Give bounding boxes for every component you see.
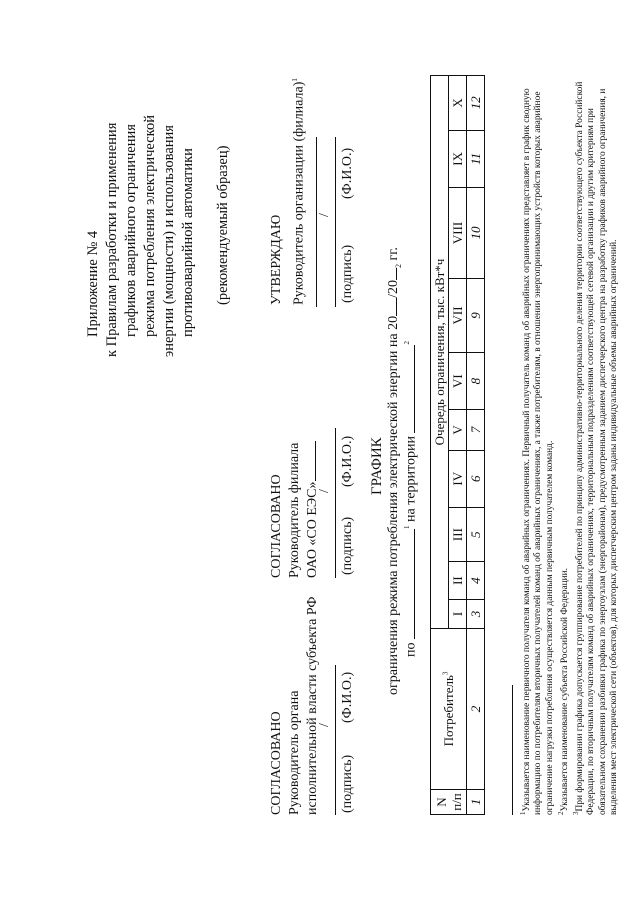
footnote-rule xyxy=(512,685,513,815)
annex-line-1: к Правилам разработки и применения xyxy=(104,122,120,357)
schedule-territory-label: на территории xyxy=(403,436,419,522)
footnote-3-text: При формировании графика допускается группирование потребителей по принципу административно-территориального деления территории соответствующего субъекта Российской Федерации, по вторичным получателям команд об аварийных ограничениях, территориальным подразделениям соответствующей сетевой организации и другим критериям при обязательном сохранении разбивки графика по энергоузлам (энергорайонам), предусмотренным заданием диспетчерского центра на разработку графиков аварийного ограничения, и выделения мест электрической сети (объектов), для которых диспетчерским центром заданы индивидуальные объемы аварийных ограничений. xyxy=(575,81,619,815)
column-number: 5 xyxy=(467,507,485,561)
col-consumer-label: Потребитель xyxy=(440,675,456,747)
footnote-2-mark: 2 xyxy=(556,811,565,815)
approval-left-name-caption: (Ф.И.О.) xyxy=(340,671,355,723)
footnote-2-text: Указывается наименование субъекта Российской Федерации. xyxy=(559,568,570,812)
schedule-by-label: по xyxy=(403,642,419,657)
col-n-header xyxy=(431,790,467,815)
column-number: 6 xyxy=(467,450,485,507)
footnote-1-mark: 1 xyxy=(519,811,527,815)
approval-left-line2: исполнительной власти субъекта РФ xyxy=(305,596,320,815)
table-numbering-row xyxy=(467,76,485,815)
territory-blank xyxy=(414,345,415,433)
queue-header: X xyxy=(449,76,467,131)
approval-left-line1: Руководитель органа xyxy=(287,690,302,815)
approval-middle-line2-blank xyxy=(315,441,316,481)
approval-right xyxy=(268,78,309,305)
annex-line-3: режима потребления электрической xyxy=(142,115,158,337)
schedule-subtitle-post: гг. xyxy=(386,247,401,261)
column-number: 10 xyxy=(467,187,485,278)
consumer-blank xyxy=(414,529,415,639)
column-number: 1 xyxy=(467,790,485,815)
schedule-subtitle-line2 xyxy=(403,341,420,657)
approval-right-sign-caption: (подпись) xyxy=(340,244,355,303)
approval-middle-sign-line xyxy=(335,428,336,578)
queue-header: IX xyxy=(449,130,467,187)
approval-middle-heading: СОГЛАСОВАНО xyxy=(269,474,284,578)
schedule-subtitle-line1 xyxy=(386,247,403,695)
approval-right-sign-line xyxy=(335,137,336,307)
approval-right-heading: УТВЕРЖДАЮ xyxy=(269,214,284,305)
queue-header: III xyxy=(449,507,467,561)
schedule-subtitle-sub: 2 xyxy=(393,264,403,269)
schedule-subtitle-text: ограничения режима потребления электрической энергии на 20 xyxy=(386,315,401,695)
annex-block xyxy=(84,115,233,357)
approval-right-name-caption: (Ф.И.О.) xyxy=(340,147,355,199)
approval-left xyxy=(268,597,322,815)
schedule-territory-sup: 2 xyxy=(403,341,411,345)
column-number: 7 xyxy=(467,410,485,450)
queue-header: I xyxy=(449,599,467,628)
approval-right-line1-rule xyxy=(316,137,317,307)
footnotes xyxy=(518,55,620,815)
approval-middle xyxy=(268,441,322,578)
annex-title: Приложение № 4 xyxy=(85,230,101,337)
approval-left-sign-line xyxy=(335,665,336,815)
queue-header: II xyxy=(449,562,467,600)
annex-line-5: противоаварийной автоматики xyxy=(180,148,196,337)
schedule-table xyxy=(430,75,485,815)
column-number: 8 xyxy=(467,352,485,409)
schedule-title: ГРАФИК xyxy=(369,437,385,495)
column-number: 11 xyxy=(467,130,485,187)
annex-note: (рекомендуемый образец) xyxy=(215,145,231,305)
footnote-3 xyxy=(571,55,620,815)
footnote-1-text: Указывается наименование первичного получателя команд об аварийных ограничениях. Первичный получатель команд об аварийных ограничениях представляет в график сводную информацию по потребителям вторичных получателей команд об аварийных ограничениях, а также потребителям, в отношении энергопринимающих устройств которых аварийное ограничение нагрузки потребления осуществляется данным первичным получателем команд. xyxy=(522,88,555,815)
col-consumer-header xyxy=(431,629,467,790)
year-blank-1 xyxy=(396,298,397,316)
col-n-label: N xyxy=(433,797,449,807)
queue-header: IV xyxy=(449,450,467,507)
approval-left-heading: СОГЛАСОВАНО xyxy=(269,711,284,815)
approval-middle-sign-caption: (подпись) xyxy=(340,516,355,575)
approval-middle-line1: Руководитель филиала xyxy=(287,442,302,578)
approval-right-line1: Руководитель организации (филиала) xyxy=(291,81,307,305)
approval-right-sep: / xyxy=(317,213,332,217)
queue-header: VII xyxy=(449,278,467,352)
approval-right-line1-sup: 1 xyxy=(291,78,299,82)
col-n2-label: п/п xyxy=(448,793,464,811)
approval-left-sign-caption: (подпись) xyxy=(340,754,355,813)
col-consumer-sup: 3 xyxy=(441,671,450,676)
column-number: 2 xyxy=(467,629,485,790)
footnote-2 xyxy=(556,55,571,815)
schedule-by-sup: 1 xyxy=(403,525,411,529)
queue-header: VIII xyxy=(449,187,467,278)
footnote-3-mark: 3 xyxy=(572,811,581,815)
table-header-row-1 xyxy=(431,76,449,815)
approval-middle-name-caption: (Ф.И.О.) xyxy=(340,435,355,487)
approval-middle-line2: ОАО «СО ЕЭС» xyxy=(305,481,320,578)
annex-line-4: энергии (мощности) и использования xyxy=(161,125,177,357)
column-number: 12 xyxy=(467,76,485,131)
year-blank-2 xyxy=(396,268,397,280)
column-number: 4 xyxy=(467,562,485,600)
queue-group-header: Очередь ограничения, тыс. кВт*ч xyxy=(431,76,449,629)
column-number: 9 xyxy=(467,278,485,352)
schedule-subtitle-mid: /20 xyxy=(386,280,401,298)
footnote-1 xyxy=(518,55,556,815)
column-number: 3 xyxy=(467,599,485,628)
queue-header: V xyxy=(449,410,467,450)
approval-middle-sep: / xyxy=(317,489,332,493)
annex-line-2: графиков аварийного ограничения xyxy=(123,124,139,337)
queue-header: VI xyxy=(449,352,467,409)
approval-left-sep: / xyxy=(317,723,332,727)
